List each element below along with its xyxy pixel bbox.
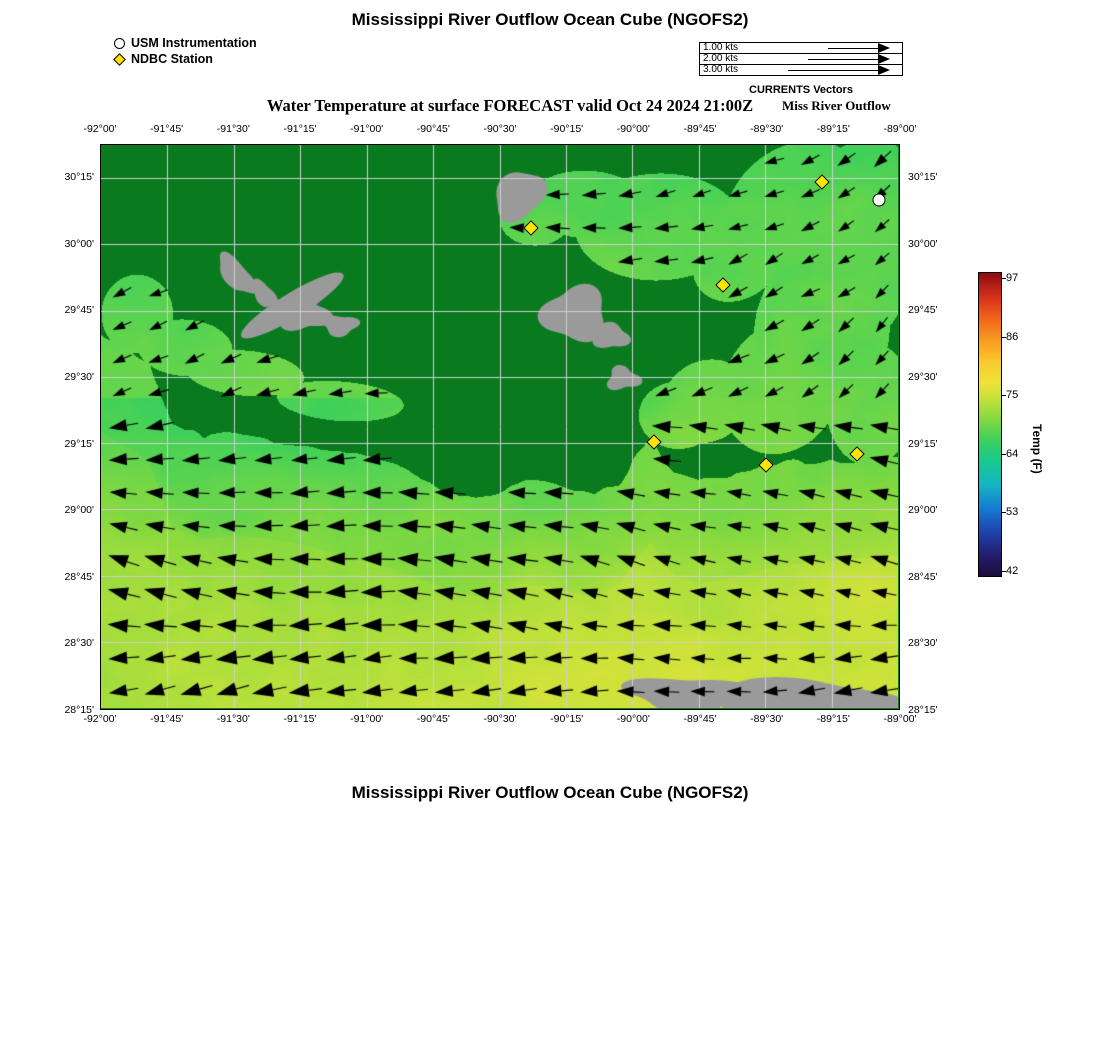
vector-arrowhead	[878, 43, 890, 53]
x-axis-tick-label: -89°00'	[883, 123, 917, 135]
station-legend	[110, 36, 257, 68]
y-axis-tick-label: 28°30'	[64, 637, 94, 650]
x-axis-tick-label: -90°00'	[616, 713, 650, 725]
x-axis-tick-label: -90°45'	[416, 713, 450, 725]
colorbar-legend	[978, 272, 1044, 577]
circle-marker-icon	[110, 38, 128, 49]
temperature-field-canvas	[101, 145, 898, 708]
colorbar-tick-label: 42	[1006, 565, 1019, 577]
vector-key-label: 2.00 kts	[703, 53, 739, 64]
x-axis-tick-label: -91°15'	[283, 713, 317, 725]
x-axis-tick-label: -91°45'	[150, 713, 184, 725]
x-axis-tick-label: -91°00'	[350, 713, 384, 725]
y-axis-tick-label: 28°30'	[908, 637, 938, 650]
vector-key-caption: CURRENTS Vectors	[749, 84, 853, 96]
page-title: Mississippi River Outflow Ocean Cube (NGOFS2)	[351, 10, 749, 29]
vector-arrowhead	[878, 54, 890, 64]
diamond-marker-icon	[110, 55, 128, 64]
vector-key-row	[700, 65, 902, 76]
vector-key-label: 3.00 kts	[703, 64, 739, 75]
map-subtitle: Water Temperature at surface FORECAST valid Oct 24 2024 21:00Z	[266, 96, 754, 115]
x-axis-tick-label: -89°30'	[750, 123, 784, 135]
x-axis-tick-label: -90°30'	[483, 123, 517, 135]
x-axis-tick-label: -89°45'	[683, 713, 717, 725]
y-axis-tick-label: 29°30'	[64, 371, 94, 384]
x-axis-tick-label: -90°15'	[550, 713, 584, 725]
legend-item-ndbc	[110, 52, 257, 66]
x-axis-tick-label: -89°00'	[883, 713, 917, 725]
legend-item-label: USM Instrumentation	[131, 36, 257, 50]
x-axis-tick-label: -91°15'	[283, 123, 317, 135]
y-axis-tick-label: 28°45'	[908, 570, 938, 583]
vector-key-label: 1.00 kts	[703, 42, 739, 53]
y-axis-tick-label: 29°30'	[908, 371, 938, 384]
vector-shaft	[808, 59, 878, 60]
y-axis-tick-label: 29°45'	[64, 304, 94, 317]
y-axis-tick-label: 29°15'	[908, 437, 938, 450]
colorbar-tick-label: 86	[1006, 330, 1019, 343]
vector-shaft	[788, 70, 878, 71]
map-plot-area[interactable]	[100, 144, 900, 710]
x-axis-tick-label: -90°30'	[483, 713, 517, 725]
x-axis-tick-label: -91°30'	[216, 123, 250, 135]
colorbar-title: Temp (F)	[1030, 424, 1044, 474]
x-axis-tick-label: -90°15'	[550, 123, 584, 135]
y-axis-tick-label: 29°00'	[64, 504, 94, 517]
x-axis-tick-label: -91°30'	[216, 713, 250, 725]
x-axis-tick-label: -91°45'	[150, 123, 184, 135]
y-axis-tick-label: 29°15'	[64, 437, 94, 450]
x-axis-tick-label: -91°00'	[350, 123, 384, 135]
x-axis-tick-label: -89°15'	[816, 713, 850, 725]
x-axis-tick-label: -89°45'	[683, 123, 717, 135]
legend-item-usm	[110, 36, 257, 50]
colorbar-tick-label: 64	[1006, 447, 1019, 460]
y-axis-tick-label: 30°15'	[64, 171, 94, 184]
x-axis-tick-label: -89°15'	[816, 123, 850, 135]
y-axis-tick-label: 29°00'	[908, 504, 938, 517]
y-axis-tick-label: 30°15'	[908, 171, 938, 184]
x-axis-tick-label: -92°00'	[83, 713, 117, 725]
y-axis-tick-label: 28°15'	[908, 704, 938, 716]
y-axis-tick-label: 29°45'	[908, 304, 938, 317]
colorbar-tick-label: 53	[1006, 506, 1019, 519]
x-axis-tick-label: -90°00'	[616, 123, 650, 135]
colorbar-tick-label: 97	[1006, 272, 1019, 284]
y-axis-tick-label: 30°00'	[64, 237, 94, 250]
colorbar-gradient	[978, 272, 1002, 577]
x-axis-tick-label: -89°30'	[750, 713, 784, 725]
x-axis-tick-label: -92°00'	[83, 123, 117, 135]
current-vector-key	[699, 42, 903, 76]
y-axis-tick-label: 28°15'	[64, 704, 94, 716]
y-axis-tick-label: 30°00'	[908, 237, 938, 250]
legend-item-label: NDBC Station	[131, 52, 213, 66]
usm-instrumentation-marker[interactable]	[872, 194, 885, 207]
outflow-annotation: Miss River Outflow	[782, 98, 891, 113]
bottom-title: Mississippi River Outflow Ocean Cube (NGOFS2)	[351, 783, 749, 802]
vector-shaft	[828, 48, 878, 49]
vector-arrowhead	[878, 65, 890, 75]
y-axis-tick-label: 28°45'	[64, 570, 94, 583]
colorbar-tick-label: 75	[1006, 389, 1019, 402]
x-axis-tick-label: -90°45'	[416, 123, 450, 135]
